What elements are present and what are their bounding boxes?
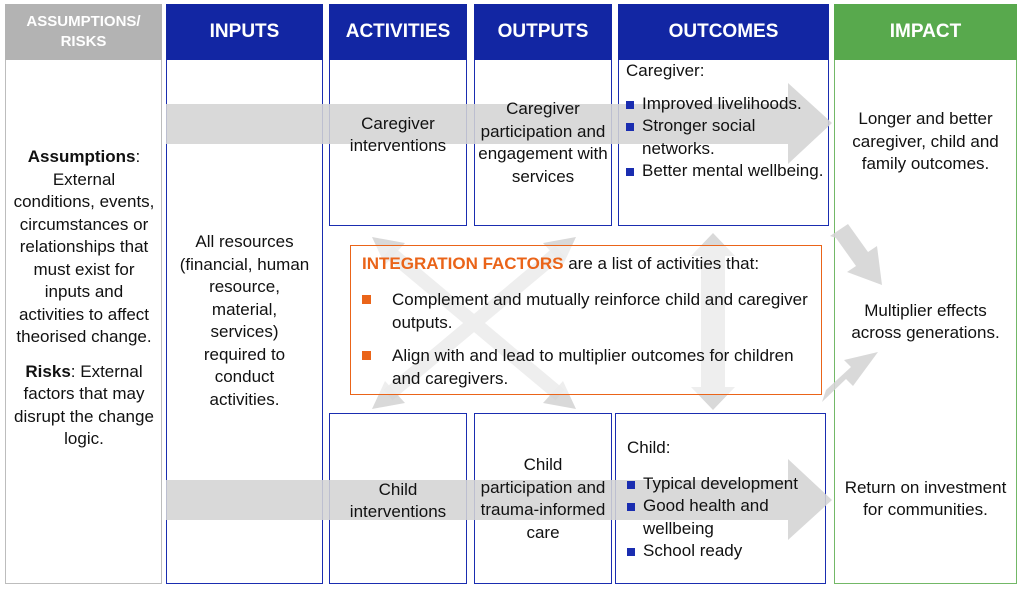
impact-diag-down-arrow: [830, 224, 882, 285]
outcome-item-text: Better mental wellbeing.: [642, 161, 824, 180]
outcome-item-text: Stronger social networks.: [642, 116, 756, 158]
risks-description: : External factors that may disrupt the change logic.: [14, 361, 154, 448]
outcome-item: [626, 160, 826, 183]
impact-middle-text: Multiplier effects across generations.: [851, 300, 1000, 342]
header-assumptions-risks: ASSUMPTIONS/ RISKS: [5, 4, 162, 60]
bullet-icon: [626, 168, 634, 176]
activities-caregiver-text: Caregiver interventions: [349, 113, 447, 155]
outputs-caregiver-text: Caregiver participation and engagement with services: [478, 99, 608, 186]
impact-top-text: Longer and better caregiver, child and family outcomes.: [852, 109, 999, 174]
integration-title: INTEGRATION FACTORS: [362, 254, 564, 273]
integration-title-suffix: are a list of activities that:: [563, 254, 760, 273]
header-outputs: OUTPUTS: [474, 4, 612, 60]
outcome-item: [626, 115, 826, 160]
outcomes-child-content: [627, 437, 826, 563]
bullet-icon: [627, 481, 635, 489]
assumptions-description: : External conditions, events, circumstances or relationships that must exist for inputs and activities to affect theorised change.: [13, 147, 155, 346]
outcome-item: [626, 93, 826, 116]
integration-heading: [362, 252, 811, 276]
outcome-item: [627, 495, 826, 540]
risks-paragraph: [10, 361, 158, 451]
outcome-item-text: School ready: [643, 541, 743, 560]
integration-factors-box: [350, 245, 822, 395]
outcome-item: [627, 540, 826, 563]
bullet-icon: [626, 123, 634, 131]
bullet-icon: [362, 295, 371, 304]
outcome-item-text: Improved livelihoods.: [642, 93, 802, 113]
integration-item: [362, 288, 811, 334]
assumptions-paragraph: [10, 146, 158, 349]
outcomes-child-title: Child:: [627, 438, 671, 457]
bullet-icon: [362, 351, 371, 360]
outcome-item-text: Typical development: [643, 473, 798, 493]
inputs-description: All resources (financial, human resource, material, services) required to conduct activities.: [179, 232, 310, 409]
header-outcomes: OUTCOMES: [618, 4, 829, 60]
outputs-child-text: Child participation and trauma-informed care: [480, 455, 606, 542]
assumptions-text-block: [10, 146, 158, 451]
header-impact: IMPACT: [834, 4, 1017, 60]
integration-item: [362, 344, 811, 390]
bullet-icon: [626, 101, 634, 109]
outcome-item: [627, 473, 826, 496]
outcome-item-text: Good health and wellbeing: [643, 496, 769, 538]
integration-item-text: Complement and mutually reinforce child and caregiver outputs.: [392, 290, 808, 332]
impact-bottom-text: Return on investment for communities.: [844, 477, 1007, 519]
bullet-icon: [627, 548, 635, 556]
assumptions-label: Assumptions: [27, 147, 136, 166]
header-inputs: INPUTS: [166, 4, 323, 60]
bullet-icon: [627, 503, 635, 511]
impact-diag-up-arrow: [822, 352, 878, 402]
activities-child-text: Child interventions: [349, 479, 447, 521]
integration-item-text: Align with and lead to multiplier outcomes for children and caregivers.: [392, 346, 794, 388]
outcomes-caregiver-content: [626, 60, 826, 183]
header-activities: ACTIVITIES: [329, 4, 467, 60]
risks-label: Risks: [25, 361, 71, 381]
outcomes-caregiver-title: Caregiver:: [626, 61, 705, 80]
